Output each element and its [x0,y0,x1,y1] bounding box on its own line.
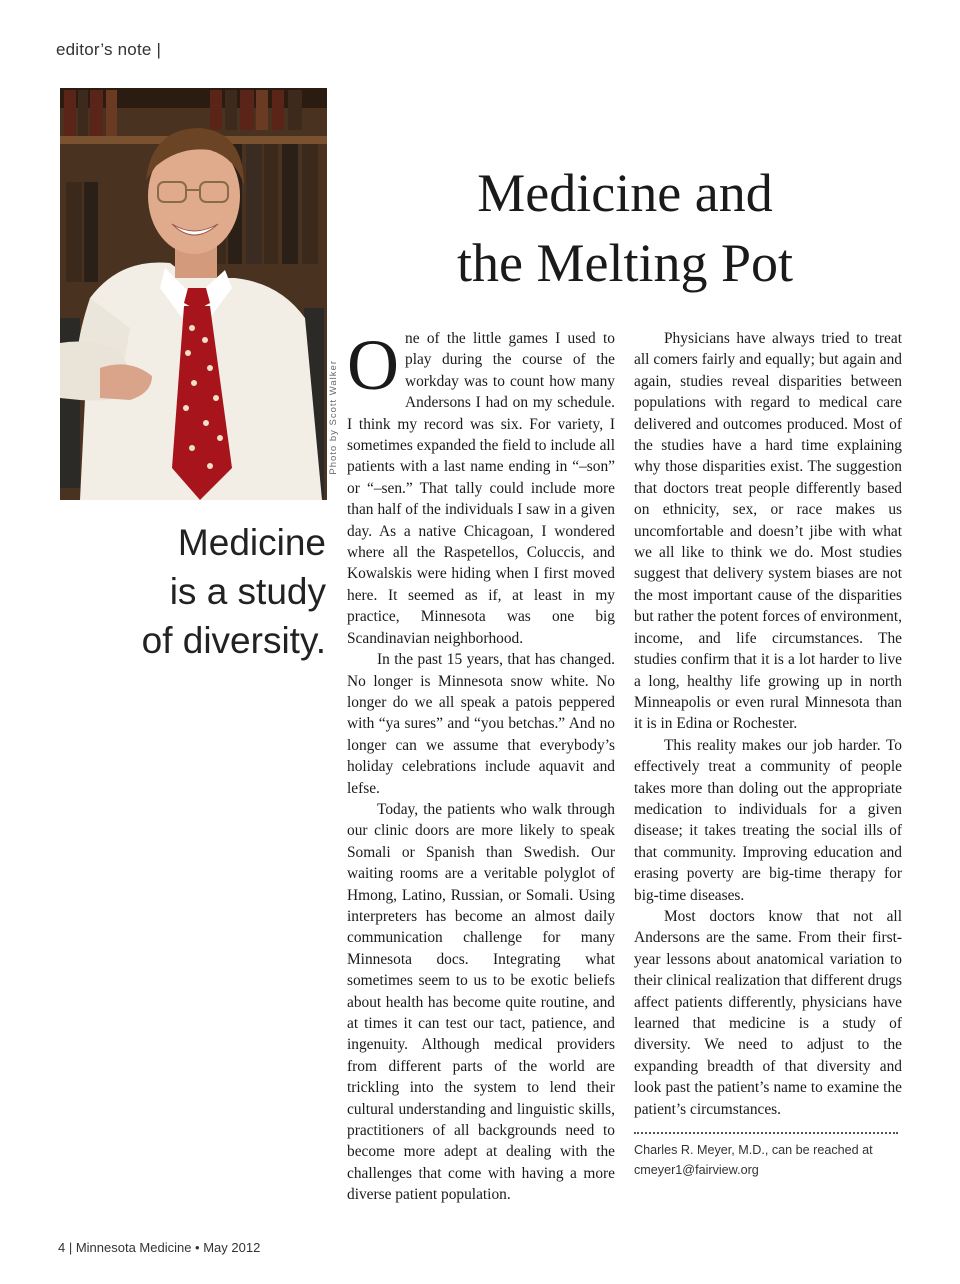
dotted-divider [634,1132,898,1134]
contact-line: Charles R. Meyer, M.D., can be reached at [634,1143,873,1158]
photo-credit: Photo by Scott Walker [328,360,339,475]
contact-email: cmeyer1@fairview.org [634,1163,759,1178]
article-headline [430,158,820,298]
headline-line-2: the Melting Pot [457,233,793,293]
paragraph: In the past 15 years, that has changed. No longer is Minnesota snow white. No longer do we all speak a patois peppered with “ya sures” and “you betchas.” And no longer can we assume that everybody’s holiday celebrations include aquavit and lefse. [347,651,615,797]
paragraph [347,325,615,649]
article-column-2 [634,328,902,1180]
paragraph: Today, the patients who walk through our clinic doors are more likely to speak Somali or Spanish than Swedish. Our waiting rooms are a veritable polyglot of Hmong, Latino, Russian, or Somali. Using interpreters has become an almost daily communication challenge for many Minnesota docs. Integrating what sometimes seem to us to be exotic beliefs about health has become quite routine, and at times it can test our tact, patience, and ingenuity. Although medical providers from different parts of the world are trickling into the system to lend their cultural understanding and linguistic skills, practitioners of all backgrounds need to become more adept at dealing with the challenges that come with having a more diverse patient population. [347,800,615,1204]
section-label: editor’s note | [56,40,162,59]
page-footer: 4 | Minnesota Medicine • May 2012 [58,1240,261,1255]
pull-quote-line-1: Medicine [177,522,326,563]
headline-line-1: Medicine and [477,163,773,223]
paragraph: Most doctors know that not all Andersons are the same. From their first-year lessons about anatomical variation to their clinical realization that different drugs affect patients differently, physicians have learned that medicine is a study of diversity. We need to adjust to the expanding breadth of that diversity and look past the patient’s name to examine the patient’s circumstances. [634,907,902,1118]
drop-cap: O [347,325,399,405]
article-column-1 [347,325,615,1206]
paragraph-text: ne of the little games I used to play during the course of the workday was to count how many Andersons I had on my schedule. I think my record was six. For variety, I sometimes expanded the field to include all patients with a last name ending in “–son” or “–sen.” That tally could include more than half of the individuals I saw in a given day. As a native Chicagoan, I wondered where all the Raspetellos, Coluccis, and Kowalskis were hiding when I first moved here. It seemed as if, at least in my practice, Minnesota was one big Scandinavian neighborhood. [347,330,615,647]
paragraph: This reality makes our job harder. To effectively treat a community of people takes more than doling out the appropriate medication to individuals for a given disease; it takes treating the social ills of that community. Improving education and erasing poverty are big-time therapy for big-time diseases. [634,736,902,904]
paragraph: Physicians have always tried to treat all comers fairly and equally; but again and again, studies reveal disparities between populations with regard to medical care delivered and outcomes produced. Most of the studies have a hard time explaining why those disparities exist. The suggestion that doctors treat people differently based on ethnicity, sex, or race makes us uncomfortable and doesn’t jibe with what we all like to think we do. Most studies suggest that delivery system biases are not the most important cause of the disparities but rather the potent forces of environment, income, and life circumstances. The studies confirm that it is a lot harder to live a long, healthy life growing up in north Minneapolis or even rural Minnesota than it is in Edina or Rochester. [634,330,902,733]
pull-quote-line-2: is a study [169,571,326,612]
pull-quote-line-3: of diversity. [141,620,326,661]
author-contact [634,1140,902,1180]
author-photo [60,88,327,500]
pull-quote [110,518,326,665]
